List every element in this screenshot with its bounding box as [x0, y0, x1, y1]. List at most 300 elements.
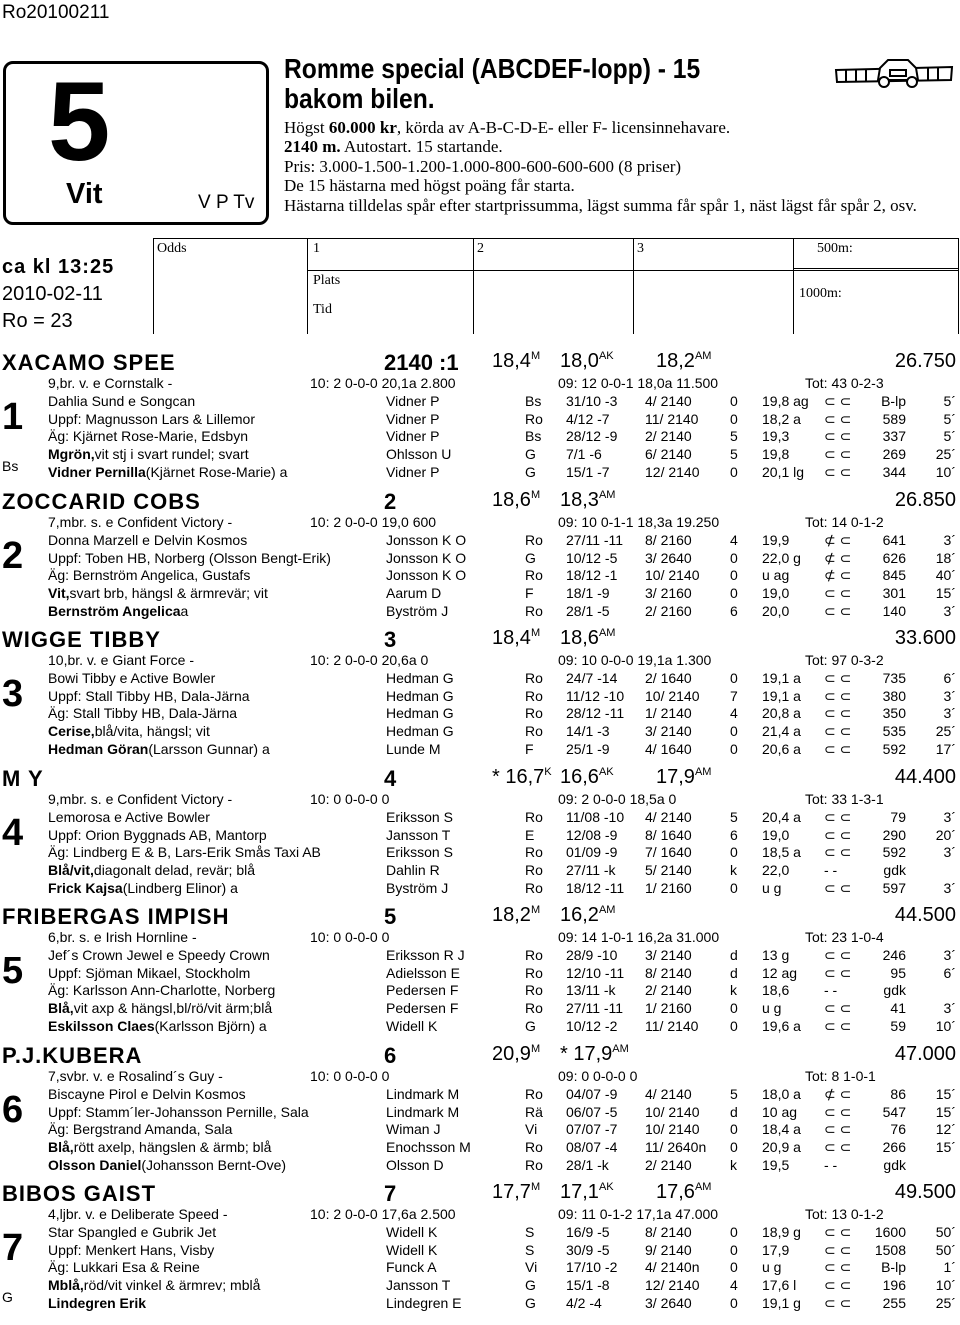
col-sh: ⊂ ⊂: [824, 1241, 852, 1258]
start-line: [0, 982, 960, 1000]
col-sh: ⊂ ⊂: [824, 705, 852, 722]
col-pl: 10/ 2140: [645, 687, 700, 704]
col-sh: ⊂ ⊂: [824, 463, 852, 480]
col-pl: 2/ 2160: [645, 602, 692, 619]
col-sp: 0: [730, 393, 738, 409]
col-dr: Enochsson M: [386, 1139, 471, 1156]
col-pr: 3´: [943, 1000, 956, 1017]
stats-total: Tot: 8 1-0-1: [805, 1068, 876, 1084]
label-text: (Kjärnet Rose-Marie) a: [145, 463, 288, 480]
col-tm: 18,6: [762, 982, 790, 999]
horse-entry: [0, 1181, 960, 1319]
col-dr: Pedersen F: [386, 982, 459, 999]
horse-post: 2140 :1: [384, 350, 459, 375]
race-track: Ro = 23: [2, 310, 73, 332]
horse-pedigree: 9,mbr. s. e Confident Victory -: [48, 791, 233, 807]
col-od: 301: [882, 585, 906, 602]
col-tm: 18,5 a: [762, 844, 801, 861]
col-pr: 3´: [943, 844, 956, 861]
col-pr: 5´: [943, 428, 956, 445]
col-dr: Lindmark M: [386, 1086, 460, 1102]
label-text: Bowi Tibby e Active Bowler: [48, 670, 216, 686]
col-sh: ⊂ ⊂: [824, 1277, 852, 1294]
stats-2009: 09: 11 0-1-2 17,1a 47.000: [558, 1206, 719, 1222]
stats-2010: 10: 0 0-0-0 0: [310, 1068, 390, 1084]
col-dr: Byström J: [386, 602, 449, 619]
odds-col-3: 3: [637, 241, 644, 256]
col-sp: k: [730, 862, 737, 879]
col-pl: 2/ 1640: [645, 670, 692, 686]
col-tm: 20,8 a: [762, 705, 801, 722]
label-text: Uppf: Menkert Hans, Visby: [48, 1241, 215, 1258]
col-sh: ⊂ ⊂: [824, 585, 852, 602]
start-number: 4: [2, 812, 24, 854]
col-pl: 3/ 2640: [645, 549, 692, 566]
col-pl: 2/ 2140: [645, 982, 692, 999]
col-sp: 0: [730, 844, 738, 861]
col-tr: Ro: [525, 982, 543, 999]
label-bold: Olsson Daniel: [48, 1156, 142, 1173]
col-od: 592: [882, 844, 906, 861]
horse-info-line: [0, 652, 960, 670]
col-tm: u ag: [762, 567, 790, 584]
col-pl: 6/ 2140: [645, 446, 692, 463]
col-od: 592: [882, 740, 906, 757]
label-text: (Larsson Gunnar) a: [148, 740, 270, 757]
col-dt: 17/10 -2: [566, 1259, 618, 1276]
col-od: 41: [890, 1000, 906, 1017]
odds-label: Odds: [157, 241, 187, 256]
col-pr: 15´: [935, 1139, 956, 1156]
col-tm: 19,5: [762, 1156, 790, 1173]
col-tr: Ro: [525, 723, 543, 740]
col-dr: Byström J: [386, 879, 449, 896]
record-1: $20,9^M$: [492, 1043, 541, 1065]
col-pr: 15´: [935, 585, 956, 602]
col-sh: ⊄ ⊂: [824, 567, 852, 584]
col-tm: 22,0 g: [762, 549, 801, 566]
col-tm: 13 g: [762, 947, 790, 963]
col-od: gdk: [883, 1156, 906, 1173]
col-dt: 27/11 -11: [566, 1000, 624, 1017]
col-sh: ⊄ ⊂: [824, 549, 852, 566]
col-sh: ⊂ ⊂: [824, 670, 852, 686]
horse-name: ZOCCARID COBS: [2, 489, 201, 514]
col-od: 337: [882, 428, 906, 445]
col-pl: 12/ 2140: [645, 463, 700, 480]
col-sh: ⊂ ⊂: [824, 687, 852, 704]
start-line: [0, 688, 960, 706]
stats-2009: 09: 10 0-0-0 19,1a 1.300: [558, 652, 712, 668]
record-3: $17,6^{AM}$: [656, 1181, 712, 1203]
stats-2010: 10: 0 0-0-0 0: [310, 791, 390, 807]
col-pl: 2/ 2140: [645, 1156, 692, 1173]
col-od: 845: [882, 567, 906, 584]
horse-pedigree: 6,br. s. e Irish Hornline -: [48, 929, 197, 945]
stats-2009: 09: 12 0-0-1 18,0a 11.500: [558, 375, 719, 391]
label-text: Uppf: Toben HB, Norberg (Olsson Bengt-Erik): [48, 549, 331, 566]
col-tr: F: [525, 740, 534, 757]
col-dt: 16/9 -5: [566, 1224, 610, 1240]
horse-info-line: [0, 1068, 960, 1086]
col-sh: ⊂ ⊂: [824, 1259, 852, 1276]
start-line: [0, 603, 960, 621]
start-line: [0, 723, 960, 741]
col-sh: ⊂ ⊂: [824, 826, 852, 843]
col-tr: Ro: [525, 844, 543, 861]
record-1: $18,6^M$: [492, 489, 541, 511]
col-pr: 25´: [935, 446, 956, 463]
col-dt: 27/11 -k: [566, 862, 616, 879]
col-sp: 5: [730, 1086, 738, 1102]
col-tr: G: [525, 1017, 536, 1034]
col-sh: ⊂ ⊂: [824, 844, 852, 861]
desc-suffix: , körda av A-B-C-D-E- eller F- licensinnehavare.: [396, 118, 731, 137]
col-pl: 10/ 2140: [645, 567, 700, 584]
col-pr: 20´: [935, 826, 956, 843]
stats-total: Tot: 43 0-2-3: [805, 375, 884, 391]
horse-name: P.J.KUBERA: [2, 1043, 143, 1068]
stats-total: Tot: 13 0-1-2: [805, 1206, 884, 1222]
col-od: 196: [882, 1277, 906, 1294]
col-sh: - -: [824, 1156, 838, 1173]
col-od: 735: [882, 670, 906, 686]
col-pr: 6´: [943, 964, 956, 981]
label-text: Jef´s Crown Jewel e Speedy Crown: [48, 947, 270, 963]
odds-1000m: 1000m:: [799, 286, 842, 301]
race-conditions: [284, 118, 944, 215]
col-tm: 17,6 l: [762, 1277, 797, 1294]
start-line: [0, 1018, 960, 1036]
col-tm: 21,4 a: [762, 723, 801, 740]
col-sh: ⊂ ⊂: [824, 740, 852, 757]
horse-prize: 26.850: [894, 489, 956, 511]
col-pl: 8/ 2160: [645, 532, 692, 548]
col-sp: 0: [730, 670, 738, 686]
col-pl: 3/ 2640: [645, 1294, 692, 1311]
start-number: 6: [2, 1089, 24, 1131]
col-pl: 5/ 2140: [645, 862, 692, 879]
col-tr: Ro: [525, 602, 543, 619]
col-pr: 40´: [935, 567, 956, 584]
label-text: Äg: Bernström Angelica, Gustafs: [48, 567, 251, 584]
col-tr: F: [525, 585, 534, 602]
col-od: 350: [882, 705, 906, 722]
col-dt: 06/07 -5: [566, 1103, 618, 1120]
col-sh: ⊂ ⊂: [824, 1224, 852, 1240]
col-tr: Ro: [525, 567, 543, 584]
label-text: Uppf: Sjöman Mikael, Stockholm: [48, 964, 251, 981]
col-sp: 0: [730, 410, 738, 427]
col-dt: 10/12 -5: [566, 549, 618, 566]
col-tr: S: [525, 1241, 535, 1258]
race-time: ca kl 13:25: [2, 256, 115, 278]
col-od: 641: [882, 532, 906, 548]
record-2: $18,3^{AM}$: [560, 489, 616, 511]
col-dt: 18/12 -1: [566, 567, 618, 584]
start-line: [0, 446, 960, 464]
record-3: $18,2^{AM}$: [656, 350, 712, 372]
col-sp: 0: [730, 879, 738, 896]
horse-info-line: [0, 514, 960, 532]
start-number: 3: [2, 673, 24, 715]
col-dt: 18/12 -11: [566, 879, 625, 896]
stats-2009: 09: 10 0-1-1 18,3a 19.250: [558, 514, 720, 530]
col-sh: ⊂ ⊂: [824, 1139, 852, 1156]
shoe-code: Bs: [2, 458, 19, 474]
col-dr: Lindegren E: [386, 1294, 462, 1311]
label-text: Äg: Kjärnet Rose-Marie, Edsbyn: [48, 428, 248, 445]
col-tr: Ro: [525, 862, 543, 879]
start-line-label: [48, 1017, 267, 1034]
col-sp: 0: [730, 1294, 738, 1311]
desc-start: Autostart. 15 startande.: [340, 137, 503, 157]
col-tr: G: [525, 1294, 536, 1311]
stats-total: Tot: 97 0-3-2: [805, 652, 884, 668]
col-tr: Ro: [525, 532, 543, 548]
col-dr: Olsson D: [386, 1156, 444, 1173]
col-dr: Hedman G: [386, 705, 454, 722]
record-1: $18,4^M$: [492, 350, 541, 372]
stats-2010: 10: 2 0-0-0 19,0 600: [310, 514, 437, 530]
start-line-label: [48, 602, 189, 619]
start-number: 5: [2, 950, 24, 992]
desc-prizes: Pris: 3.000-1.500-1.200-1.000-800-600-600-600 (8 priser): [284, 156, 682, 176]
col-dt: 10/12 -2: [566, 1017, 618, 1034]
col-sh: - -: [824, 862, 838, 879]
col-sp: 0: [730, 1224, 738, 1240]
col-pr: 3´: [943, 687, 956, 704]
col-dt: 07/07 -7: [566, 1121, 618, 1138]
col-dr: Vidner P: [386, 410, 440, 427]
col-tr: Bs: [525, 393, 542, 409]
start-line: [0, 827, 960, 845]
col-tm: 19,1 a: [762, 670, 801, 686]
record-2: $17,1^{AK}$: [560, 1181, 614, 1203]
start-line: [0, 1157, 960, 1175]
start-line: [0, 1224, 960, 1242]
start-line: [0, 880, 960, 898]
stats-2009: 09: 14 1-0-1 16,2a 31.000: [558, 929, 720, 945]
col-dr: Jonsson K O: [386, 532, 467, 548]
col-pr: 25´: [935, 1294, 956, 1311]
col-sh: ⊂ ⊂: [824, 410, 852, 427]
col-dt: 11/08 -10: [566, 809, 625, 825]
col-pl: 3/ 2160: [645, 585, 692, 602]
start-line: [0, 1277, 960, 1295]
odds-grid: [153, 238, 959, 334]
col-tm: 19,8: [762, 446, 790, 463]
start-line: [0, 947, 960, 965]
horse-entry: [0, 1043, 960, 1181]
col-tm: u g: [762, 1259, 782, 1276]
label-text: diagonalt delad, revär; blå: [93, 862, 256, 879]
start-line: [0, 809, 960, 827]
document-id: Ro20100211: [2, 2, 110, 23]
col-pr: 3´: [943, 879, 956, 896]
desc-distance: 2140 m.: [284, 137, 341, 157]
label-bold: Bernström Angelica: [48, 602, 181, 619]
col-tm: 18,2 a: [762, 410, 801, 427]
col-pl: 11/ 2640n: [645, 1139, 707, 1156]
start-line-label: [48, 1000, 273, 1017]
col-dt: 01/09 -9: [566, 844, 618, 861]
col-tm: 19,8 ag: [762, 393, 809, 409]
start-line: [0, 428, 960, 446]
col-dr: Wiman J: [386, 1121, 441, 1138]
horse-info-line: [0, 929, 960, 947]
col-tr: Ro: [525, 687, 543, 704]
label-bold: Frick Kajsa: [48, 879, 123, 896]
start-line-label: [48, 740, 270, 757]
record-2: $18,6^{AM}$: [560, 627, 616, 649]
col-tr: G: [525, 463, 536, 480]
col-tm: 20,1 lg: [762, 463, 805, 480]
col-dt: 7/1 -6: [566, 446, 602, 463]
start-line-label: [48, 463, 288, 480]
col-pr: 15´: [935, 1086, 956, 1102]
col-tm: u g: [762, 879, 782, 896]
horse-post: 7: [384, 1181, 397, 1206]
odds-tid: Tid: [313, 302, 332, 317]
label-bold: Hedman Göran: [48, 740, 149, 757]
col-sp: 0: [730, 585, 738, 602]
start-number: 1: [2, 396, 24, 438]
col-sp: 0: [730, 1000, 738, 1017]
col-tr: Ro: [525, 964, 543, 981]
label-text: Uppf: Stall Tibby HB, Dala-Järna: [48, 687, 250, 704]
odds-col-1: 1: [313, 241, 320, 256]
col-od: 59: [890, 1017, 906, 1034]
col-od: 290: [882, 826, 906, 843]
col-dt: 27/11 -11: [566, 532, 624, 548]
col-tr: G: [525, 1277, 536, 1294]
col-dr: Jonsson K O: [386, 549, 467, 566]
col-dr: Widell K: [386, 1241, 438, 1258]
start-line: [0, 585, 960, 603]
col-dr: Jansson T: [386, 826, 451, 843]
horse-pedigree: 7,mbr. s. e Confident Victory -: [48, 514, 233, 530]
col-pr: 3´: [943, 947, 956, 963]
start-line: [0, 741, 960, 759]
col-tm: 19,6 a: [762, 1017, 801, 1034]
label-text: Uppf: Orion Byggnads AB, Mantorp: [48, 826, 267, 843]
col-dt: 28/1 -5: [566, 602, 610, 619]
col-tm: 20,9 a: [762, 1139, 801, 1156]
horse-post: 4: [384, 766, 397, 791]
col-dt: 14/1 -3: [566, 723, 610, 740]
col-dr: Vidner P: [386, 463, 440, 480]
horse-info-line: [0, 791, 960, 809]
label-text: vit stj i svart rundel; svart: [94, 446, 249, 463]
record-1: * $16,7^K$: [492, 766, 552, 788]
col-dr: Widell K: [386, 1224, 438, 1240]
col-od: 380: [882, 687, 906, 704]
horse-prize: 26.750: [894, 350, 956, 372]
horse-prize: 44.400: [894, 766, 956, 788]
start-line: [0, 965, 960, 983]
start-line-label: [48, 446, 249, 463]
col-tm: 19,9: [762, 532, 790, 548]
col-pr: 18´: [935, 549, 956, 566]
col-pl: 4/ 2140n: [645, 1259, 700, 1276]
race-title: [284, 54, 700, 114]
col-sp: d: [730, 947, 738, 963]
col-pr: 3´: [943, 602, 956, 619]
col-dt: 30/9 -5: [566, 1241, 610, 1258]
race-date: 2010-02-11: [2, 283, 103, 305]
col-pl: 3/ 2140: [645, 723, 692, 740]
start-line: [0, 567, 960, 585]
col-od: B-lp: [881, 393, 906, 409]
col-tr: Ro: [525, 670, 543, 686]
label-text: Lemorosa e Active Bowler: [48, 809, 210, 825]
col-sp: 0: [730, 1241, 738, 1258]
col-sp: 4: [730, 1277, 738, 1294]
desc-prize: 60.000 kr: [328, 118, 397, 137]
col-sp: 4: [730, 532, 738, 548]
col-tr: Ro: [525, 1086, 543, 1102]
col-sh: ⊂ ⊂: [824, 964, 852, 981]
label-text: blå/vita, hängsl; vit: [94, 723, 210, 740]
horse-pedigree: 4,ljbr. v. e Deliberate Speed -: [48, 1206, 228, 1222]
col-od: 255: [882, 1294, 906, 1311]
col-sh: ⊂ ⊂: [824, 1103, 852, 1120]
col-pl: 4/ 2140: [645, 1086, 692, 1102]
horse-prize: 33.600: [894, 627, 956, 649]
col-pl: 10/ 2140: [645, 1121, 700, 1138]
col-pl: 11/ 2140: [645, 1017, 699, 1034]
col-tr: Ro: [525, 1139, 543, 1156]
col-dt: 13/11 -k: [566, 982, 616, 999]
odds-500m: 500m:: [817, 241, 853, 256]
col-od: gdk: [883, 982, 906, 999]
col-od: gdk: [883, 862, 906, 879]
label-text: Uppf: Stamm´ler-Johansson Pernille, Sala: [48, 1103, 309, 1120]
col-dr: Hedman G: [386, 687, 454, 704]
col-sp: 7: [730, 687, 738, 704]
start-line: [0, 532, 960, 550]
col-sp: 0: [730, 740, 738, 757]
col-dr: Pedersen F: [386, 1000, 459, 1017]
horse-entry: [0, 627, 960, 765]
col-od: 535: [882, 723, 906, 740]
col-tm: 19,0: [762, 585, 790, 602]
col-dt: 12/08 -9: [566, 826, 618, 843]
col-pl: 7/ 1640: [645, 844, 692, 861]
start-line: [0, 862, 960, 880]
horse-entry: [0, 350, 960, 488]
label-text: a: [180, 602, 189, 619]
col-dr: Funck A: [386, 1259, 437, 1276]
col-dr: Lindmark M: [386, 1103, 460, 1120]
col-tr: Ro: [525, 1000, 543, 1017]
label-text: (Karlsson Björn) a: [154, 1017, 267, 1034]
col-sp: k: [730, 982, 737, 999]
horse-prize: 47.000: [894, 1043, 956, 1065]
col-pl: 8/ 2140: [645, 1224, 692, 1240]
col-dr: Ohlsson U: [386, 446, 452, 463]
col-od: 76: [890, 1121, 906, 1138]
horse-post: 3: [384, 627, 397, 652]
start-line: [0, 1259, 960, 1277]
col-od: 140: [882, 602, 906, 619]
col-pl: 1/ 2160: [645, 1000, 692, 1017]
col-sp: 0: [730, 723, 738, 740]
col-tr: Vi: [525, 1259, 538, 1276]
col-sh: ⊂ ⊂: [824, 1000, 852, 1017]
col-pl: 12/ 2140: [645, 1277, 700, 1294]
